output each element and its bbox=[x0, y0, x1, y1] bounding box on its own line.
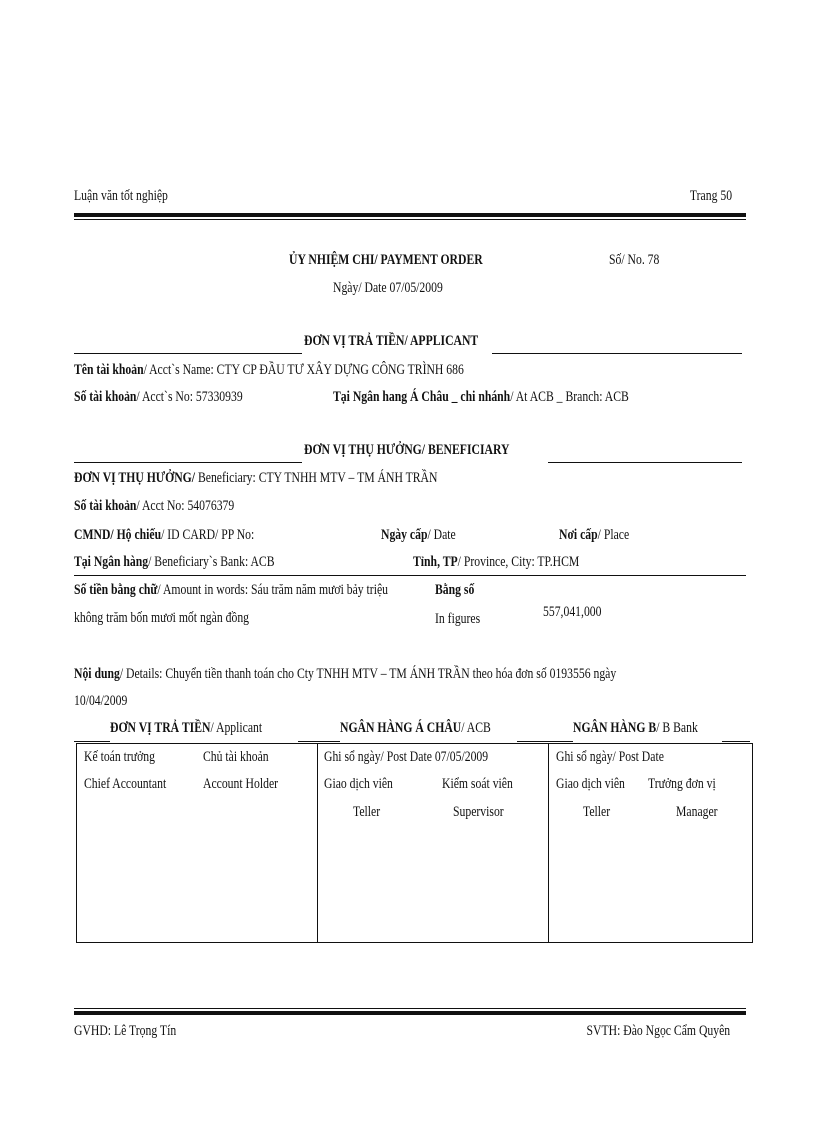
details-line2: 10/04/2009 bbox=[74, 693, 128, 709]
footer-rule bbox=[74, 1011, 746, 1015]
sig-b-mgr-vi: Trưởng đơn vị bbox=[648, 776, 716, 792]
sig-acb-head: NGÂN HÀNG Á CHÂU/ ACB bbox=[340, 720, 491, 736]
header-left: Luận văn tốt nghiệp bbox=[74, 188, 168, 204]
sig-b-teller-en: Teller bbox=[583, 804, 611, 820]
amount-figures-label: Bằng số bbox=[435, 582, 475, 598]
sig-chief-vi: Kế toán trưởng bbox=[84, 749, 156, 765]
sig-rule-1 bbox=[74, 741, 110, 742]
sig-box-divider-1 bbox=[317, 743, 318, 942]
applicant-acct-name: Tên tài khoản/ Acct`s Name: CTY CP ĐẦU TƯ XÂY DỰNG CÔNG TRÌNH 686 bbox=[74, 362, 464, 378]
sig-box-divider-2 bbox=[548, 743, 549, 942]
amount-figures-value: 557,041,000 bbox=[543, 604, 602, 620]
sig-applicant-head: ĐƠN VỊ TRẢ TIỀN/ Applicant bbox=[110, 720, 263, 736]
order-number: Số/ No. 78 bbox=[609, 252, 660, 268]
order-title: ỦY NHIỆM CHI/ PAYMENT ORDER bbox=[289, 252, 483, 268]
applicant-rule-right bbox=[492, 353, 742, 354]
sig-acb-sup-vi: Kiểm soát viên bbox=[442, 776, 513, 792]
applicant-bank: Tại Ngân hang Á Châu _ chi nhánh/ At ACB _ Branch: ACB bbox=[333, 389, 629, 405]
beneficiary-bottom-rule bbox=[74, 575, 746, 576]
beneficiary-issue-date: Ngày cấp/ Date bbox=[381, 527, 456, 543]
beneficiary-id: CMND/ Hộ chiếu/ ID CARD/ PP No: bbox=[74, 527, 255, 543]
sig-holder-en: Account Holder bbox=[203, 776, 279, 792]
beneficiary-name: ĐƠN VỊ THỤ HƯỞNG/ Beneficiary: CTY TNHH MTV – TM ÁNH TRẦN bbox=[74, 470, 438, 486]
sig-acb-post: Ghi sổ ngày/ Post Date 07/05/2009 bbox=[324, 749, 489, 765]
sig-box-left bbox=[76, 743, 77, 942]
header-rule-thin bbox=[74, 219, 746, 220]
beneficiary-province: Tỉnh, TP/ Province, City: TP.HCM bbox=[413, 554, 580, 570]
order-date: Ngày/ Date 07/05/2009 bbox=[333, 280, 443, 296]
footer-left: GVHD: Lê Trọng Tín bbox=[74, 1023, 177, 1039]
sig-rule-2 bbox=[298, 741, 340, 742]
amount-words-2: không trăm bốn mươi mốt ngàn đồng bbox=[74, 610, 250, 626]
sig-acb-teller-vi: Giao dịch viên bbox=[324, 776, 393, 792]
sig-chief-en: Chief Accountant bbox=[84, 776, 167, 792]
sig-box-right bbox=[752, 743, 753, 942]
header-right: Trang 50 bbox=[689, 188, 732, 204]
beneficiary-rule-right bbox=[548, 462, 742, 463]
footer-rule-thin bbox=[74, 1008, 746, 1009]
sig-holder-vi: Chủ tài khoản bbox=[203, 749, 269, 765]
header-rule bbox=[74, 213, 746, 217]
sig-b-post: Ghi sổ ngày/ Post Date bbox=[556, 749, 664, 765]
beneficiary-bank: Tại Ngân hàng/ Beneficiary`s Bank: ACB bbox=[74, 554, 275, 570]
sig-acb-teller-en: Teller bbox=[353, 804, 381, 820]
beneficiary-acct-no: Số tài khoản/ Acct No: 54076379 bbox=[74, 498, 235, 514]
applicant-rule-left bbox=[74, 353, 302, 354]
amount-figures-en: In figures bbox=[435, 611, 481, 627]
sig-rule-4 bbox=[722, 741, 750, 742]
footer-right: SVTH: Đào Ngọc Cẩm Quyên bbox=[586, 1023, 730, 1039]
sig-b-teller-vi: Giao dịch viên bbox=[556, 776, 625, 792]
sig-acb-sup-en: Supervisor bbox=[453, 804, 504, 820]
sig-bbank-head: NGÂN HÀNG B/ B Bank bbox=[573, 720, 698, 736]
details-line1: Nội dung/ Details: Chuyển tiền thanh toán cho Cty TNHH MTV – TM ÁNH TRẦN theo hóa đơn số 0193556 ngày bbox=[74, 666, 617, 682]
sig-rule-3 bbox=[517, 741, 573, 742]
sig-b-mgr-en: Manager bbox=[676, 804, 718, 820]
beneficiary-rule-left bbox=[74, 462, 302, 463]
sig-box-top bbox=[76, 743, 752, 744]
sig-box-bottom bbox=[76, 942, 753, 943]
beneficiary-title: ĐƠN VỊ THỤ HƯỞNG/ BENEFICIARY bbox=[304, 442, 510, 458]
beneficiary-place: Nơi cấp/ Place bbox=[559, 527, 630, 543]
applicant-title: ĐƠN VỊ TRẢ TIỀN/ APPLICANT bbox=[304, 333, 479, 349]
applicant-acct-no: Số tài khoản/ Acct`s No: 57330939 bbox=[74, 389, 243, 405]
amount-words-1: Số tiền bằng chữ/ Amount in words: Sáu trăm năm mươi bảy triệu bbox=[74, 582, 389, 598]
